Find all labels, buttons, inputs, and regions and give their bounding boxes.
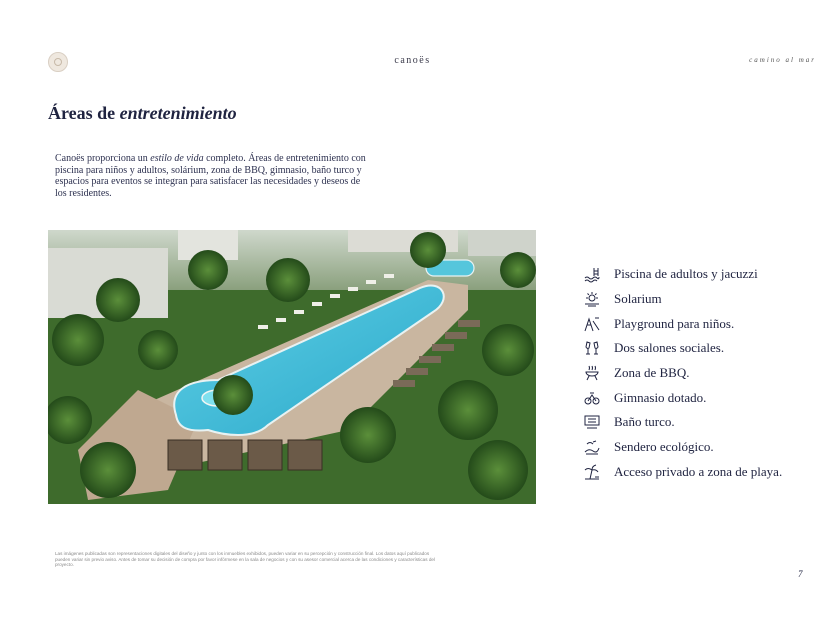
amenity-item-playground [583, 311, 782, 336]
amenity-item-trail [583, 435, 782, 460]
amenity-label: Gimnasio dotado. [614, 389, 707, 405]
amenity-label: Dos salones sociales. [614, 340, 725, 356]
intro-after: completo. Áreas de entretenimiento con piscina para niños y adultos, solárium, zona de BBQ, gimnasio, baño turco y espacios para eventos se integran para satisfacer las necesidades y deseos de los residentes. [55, 153, 366, 199]
pool-aerial-image [48, 230, 536, 504]
trail-icon [583, 438, 601, 456]
amenity-label: Sendero ecológico. [614, 439, 714, 455]
beach-icon [583, 463, 601, 481]
amenity-item-pool [583, 262, 782, 287]
bbq-icon [583, 364, 601, 382]
amenity-label: Baño turco. [614, 414, 675, 430]
amenity-item-bbq [583, 361, 782, 386]
intro-italic: estilo de vida [150, 153, 204, 164]
amenity-item-beach [583, 460, 782, 485]
title-italic: entretenimiento [119, 103, 237, 123]
amenity-label: Piscina de adultos y jacuzzi [614, 266, 758, 282]
amenity-label: Zona de BBQ. [614, 365, 690, 381]
pool-icon [583, 265, 601, 283]
intro-paragraph [55, 153, 373, 199]
brand-tagline: camino al mar [749, 56, 816, 64]
brand-name: canoës [394, 55, 431, 66]
sun-icon [583, 290, 601, 308]
amenity-item-gym [583, 385, 782, 410]
amenity-label: Solarium [614, 291, 662, 307]
legal-disclaimer: Las imágenes publicadas son representaciones digitales del diseño y junto con los inmuebles exhibidos, pueden variar en su percepción y construcción final. Los datos aquí publicados pueden variar sin previo aviso. Antes de tomar su decisión de compra por favor infórmese en la sala de negocios y con su asesor comercial acerca de las condiciones y características del proyecto. [55, 551, 435, 568]
amenity-item-solarium [583, 287, 782, 312]
amenity-label: Acceso privado a zona de playa. [614, 463, 783, 479]
intro-before: Canoës proporciona un [55, 153, 151, 164]
amenity-item-salones [583, 336, 782, 361]
page-number: 7 [798, 569, 803, 579]
page-title [48, 103, 237, 124]
amenity-item-steam [583, 410, 782, 435]
steam-icon [583, 413, 601, 431]
amenity-label: Playground para niños. [614, 315, 735, 331]
toast-icon [583, 339, 601, 357]
title-plain: Áreas de [48, 103, 120, 123]
playground-icon [583, 315, 601, 333]
gym-icon [583, 389, 601, 407]
amenities-list [583, 262, 782, 484]
